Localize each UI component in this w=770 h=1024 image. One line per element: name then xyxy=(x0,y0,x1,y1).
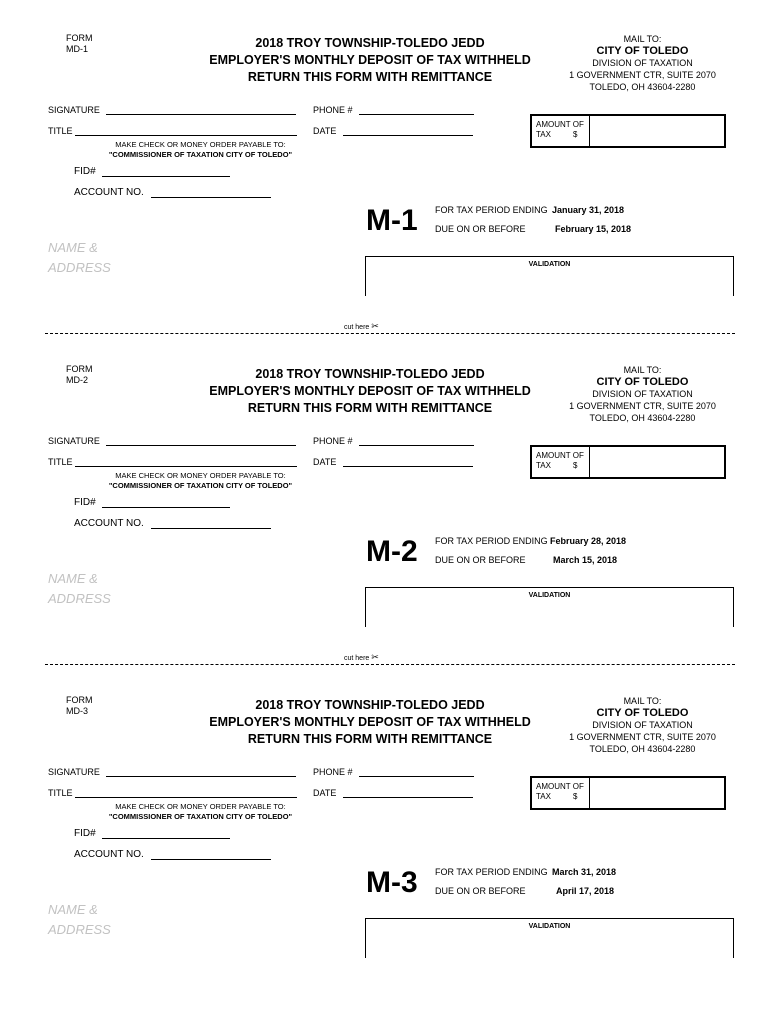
phone-field[interactable] xyxy=(359,766,474,777)
title-field[interactable] xyxy=(75,456,297,467)
dollar-sign: $ xyxy=(572,130,578,139)
account-label: ACCOUNT NO. xyxy=(74,187,144,198)
account-field[interactable] xyxy=(151,849,271,860)
date-label: DATE xyxy=(313,126,337,136)
scissors-icon: ✂ xyxy=(371,321,379,331)
mail-to-label: MAIL TO: xyxy=(623,696,662,706)
validation-label: VALIDATION xyxy=(528,592,571,599)
cut-here-label: cut here xyxy=(344,324,370,331)
address-ghost: ADDRESS xyxy=(48,922,111,937)
title-label: TITLE xyxy=(48,788,73,798)
form-word: FORM xyxy=(66,364,93,374)
fid-label: FID# xyxy=(74,166,96,177)
form-title xyxy=(200,35,540,86)
amount-label-line-1: AMOUNT OF xyxy=(536,120,584,129)
signature-row xyxy=(48,766,296,777)
fid-label: FID# xyxy=(74,828,96,839)
name-ghost: NAME & xyxy=(48,902,98,917)
mail-street: 1 GOVERNMENT CTR, SUITE 2070 xyxy=(569,401,716,411)
title-line-1: 2018 TROY TOWNSHIP-TOLEDO JEDD xyxy=(255,36,485,50)
signature-row xyxy=(48,435,296,446)
due-date: February 15, 2018 xyxy=(555,224,632,234)
name-ghost: NAME & xyxy=(48,571,98,586)
mail-city: CITY OF TOLEDO xyxy=(596,376,689,388)
name-address-placeholder xyxy=(48,569,111,609)
phone-label: PHONE # xyxy=(313,105,353,115)
payable-line-2: "COMMISSIONER OF TAXATION CITY OF TOLEDO" xyxy=(108,150,293,159)
account-row xyxy=(74,187,271,198)
amount-label-line-2: TAX xyxy=(536,792,551,801)
title-line-2: EMPLOYER'S MONTHLY DEPOSIT OF TAX WITHHELD xyxy=(209,384,531,398)
coupon-1 xyxy=(0,0,770,300)
coupon-code: M-2 xyxy=(366,535,418,568)
account-row xyxy=(74,849,271,860)
amount-label-line-2: TAX xyxy=(536,130,551,139)
period-end-date: March 31, 2018 xyxy=(552,867,617,877)
account-field[interactable] xyxy=(151,187,271,198)
date-row xyxy=(313,456,473,467)
account-row xyxy=(74,518,271,529)
form-title xyxy=(200,366,540,417)
name-ghost: NAME & xyxy=(48,240,98,255)
form-code: MD-2 xyxy=(66,375,88,385)
address-ghost: ADDRESS xyxy=(48,591,111,606)
form-label xyxy=(66,695,93,717)
signature-label: SIGNATURE xyxy=(48,767,100,777)
amount-field[interactable] xyxy=(590,778,724,808)
due-date: March 15, 2018 xyxy=(553,555,618,565)
phone-label: PHONE # xyxy=(313,767,353,777)
phone-label: PHONE # xyxy=(313,436,353,446)
title-row xyxy=(48,456,297,467)
amount-label xyxy=(532,116,590,146)
payable-line-2: "COMMISSIONER OF TAXATION CITY OF TOLEDO" xyxy=(108,812,293,821)
title-label: TITLE xyxy=(48,457,73,467)
cut-here-label: cut here xyxy=(344,655,370,662)
date-row xyxy=(313,125,473,136)
period-label: FOR TAX PERIOD ENDING xyxy=(435,205,548,215)
fid-row xyxy=(74,828,230,839)
phone-row xyxy=(313,766,474,777)
form-code: MD-1 xyxy=(66,44,88,54)
period-label: FOR TAX PERIOD ENDING xyxy=(435,536,548,546)
form-label xyxy=(66,364,93,386)
scissors-icon: ✂ xyxy=(371,652,379,662)
title-line-2: EMPLOYER'S MONTHLY DEPOSIT OF TAX WITHHELD xyxy=(209,715,531,729)
fid-field[interactable] xyxy=(102,497,230,508)
mail-citystate: TOLEDO, OH 43604-2280 xyxy=(589,744,696,754)
payable-line-2: "COMMISSIONER OF TAXATION CITY OF TOLEDO" xyxy=(108,481,293,490)
title-line-1: 2018 TROY TOWNSHIP-TOLEDO JEDD xyxy=(255,698,485,712)
date-label: DATE xyxy=(313,788,337,798)
validation-label: VALIDATION xyxy=(528,923,571,930)
validation-box xyxy=(365,587,734,627)
validation-box xyxy=(365,918,734,958)
payable-note xyxy=(88,471,313,491)
validation-box xyxy=(365,256,734,296)
mail-to-label: MAIL TO: xyxy=(623,365,662,375)
mail-to-address xyxy=(565,33,720,93)
amount-field[interactable] xyxy=(590,116,724,146)
mail-division: DIVISION OF TAXATION xyxy=(592,720,693,730)
coupon-code: M-3 xyxy=(366,866,418,899)
signature-field[interactable] xyxy=(106,435,296,446)
account-label: ACCOUNT NO. xyxy=(74,849,144,860)
title-row xyxy=(48,125,297,136)
title-field[interactable] xyxy=(75,125,297,136)
amount-label xyxy=(532,447,590,477)
date-field[interactable] xyxy=(343,787,473,798)
mail-to-label: MAIL TO: xyxy=(623,34,662,44)
mail-citystate: TOLEDO, OH 43604-2280 xyxy=(589,413,696,423)
form-word: FORM xyxy=(66,695,93,705)
amount-field[interactable] xyxy=(590,447,724,477)
title-line-3: RETURN THIS FORM WITH REMITTANCE xyxy=(247,732,493,746)
title-line-2: EMPLOYER'S MONTHLY DEPOSIT OF TAX WITHHELD xyxy=(209,53,531,67)
signature-label: SIGNATURE xyxy=(48,105,100,115)
coupon-2 xyxy=(0,331,770,631)
phone-row xyxy=(313,435,474,446)
coupon-code: M-1 xyxy=(366,204,418,237)
phone-row xyxy=(313,104,474,115)
amount-of-tax-box xyxy=(530,776,726,810)
dollar-sign: $ xyxy=(572,792,578,801)
signature-row xyxy=(48,104,296,115)
period-end-date: February 28, 2018 xyxy=(550,536,627,546)
amount-label-line-1: AMOUNT OF xyxy=(536,782,584,791)
mail-street: 1 GOVERNMENT CTR, SUITE 2070 xyxy=(569,732,716,742)
payable-line-1: MAKE CHECK OR MONEY ORDER PAYABLE TO: xyxy=(115,140,286,149)
title-line-1: 2018 TROY TOWNSHIP-TOLEDO JEDD xyxy=(255,367,485,381)
phone-field[interactable] xyxy=(359,104,474,115)
date-field[interactable] xyxy=(343,456,473,467)
title-row xyxy=(48,787,297,798)
name-address-placeholder xyxy=(48,900,111,940)
title-field[interactable] xyxy=(75,787,297,798)
fid-row xyxy=(74,166,230,177)
title-line-3: RETURN THIS FORM WITH REMITTANCE xyxy=(247,70,493,84)
fid-row xyxy=(74,497,230,508)
date-field[interactable] xyxy=(343,125,473,136)
mail-citystate: TOLEDO, OH 43604-2280 xyxy=(589,82,696,92)
payable-note xyxy=(88,802,313,822)
account-label: ACCOUNT NO. xyxy=(74,518,144,529)
due-date: April 17, 2018 xyxy=(556,886,615,896)
mail-city: CITY OF TOLEDO xyxy=(596,707,689,719)
period-label: FOR TAX PERIOD ENDING xyxy=(435,867,548,877)
phone-field[interactable] xyxy=(359,435,474,446)
due-label: DUE ON OR BEFORE xyxy=(435,555,526,565)
form-title xyxy=(200,697,540,748)
dollar-sign: $ xyxy=(572,461,578,470)
due-label: DUE ON OR BEFORE xyxy=(435,886,526,896)
payable-note xyxy=(88,140,313,160)
fid-field[interactable] xyxy=(102,828,230,839)
coupon-3 xyxy=(0,662,770,962)
mail-city: CITY OF TOLEDO xyxy=(596,45,689,57)
account-field[interactable] xyxy=(151,518,271,529)
date-row xyxy=(313,787,473,798)
form-label xyxy=(66,33,93,55)
amount-of-tax-box xyxy=(530,114,726,148)
date-label: DATE xyxy=(313,457,337,467)
mail-street: 1 GOVERNMENT CTR, SUITE 2070 xyxy=(569,70,716,80)
due-label: DUE ON OR BEFORE xyxy=(435,224,526,234)
fid-label: FID# xyxy=(74,497,96,508)
title-line-3: RETURN THIS FORM WITH REMITTANCE xyxy=(247,401,493,415)
mail-to-address xyxy=(565,695,720,755)
form-word: FORM xyxy=(66,33,93,43)
fid-field[interactable] xyxy=(102,166,230,177)
form-code: MD-3 xyxy=(66,706,88,716)
signature-label: SIGNATURE xyxy=(48,436,100,446)
mail-to-address xyxy=(565,364,720,424)
amount-label xyxy=(532,778,590,808)
amount-of-tax-box xyxy=(530,445,726,479)
mail-division: DIVISION OF TAXATION xyxy=(592,58,693,68)
amount-label-line-2: TAX xyxy=(536,461,551,470)
payable-line-1: MAKE CHECK OR MONEY ORDER PAYABLE TO: xyxy=(115,802,286,811)
name-address-placeholder xyxy=(48,238,111,278)
signature-field[interactable] xyxy=(106,104,296,115)
validation-label: VALIDATION xyxy=(528,261,571,268)
address-ghost: ADDRESS xyxy=(48,260,111,275)
signature-field[interactable] xyxy=(106,766,296,777)
payable-line-1: MAKE CHECK OR MONEY ORDER PAYABLE TO: xyxy=(115,471,286,480)
period-end-date: January 31, 2018 xyxy=(552,205,625,215)
amount-label-line-1: AMOUNT OF xyxy=(536,451,584,460)
title-label: TITLE xyxy=(48,126,73,136)
mail-division: DIVISION OF TAXATION xyxy=(592,389,693,399)
